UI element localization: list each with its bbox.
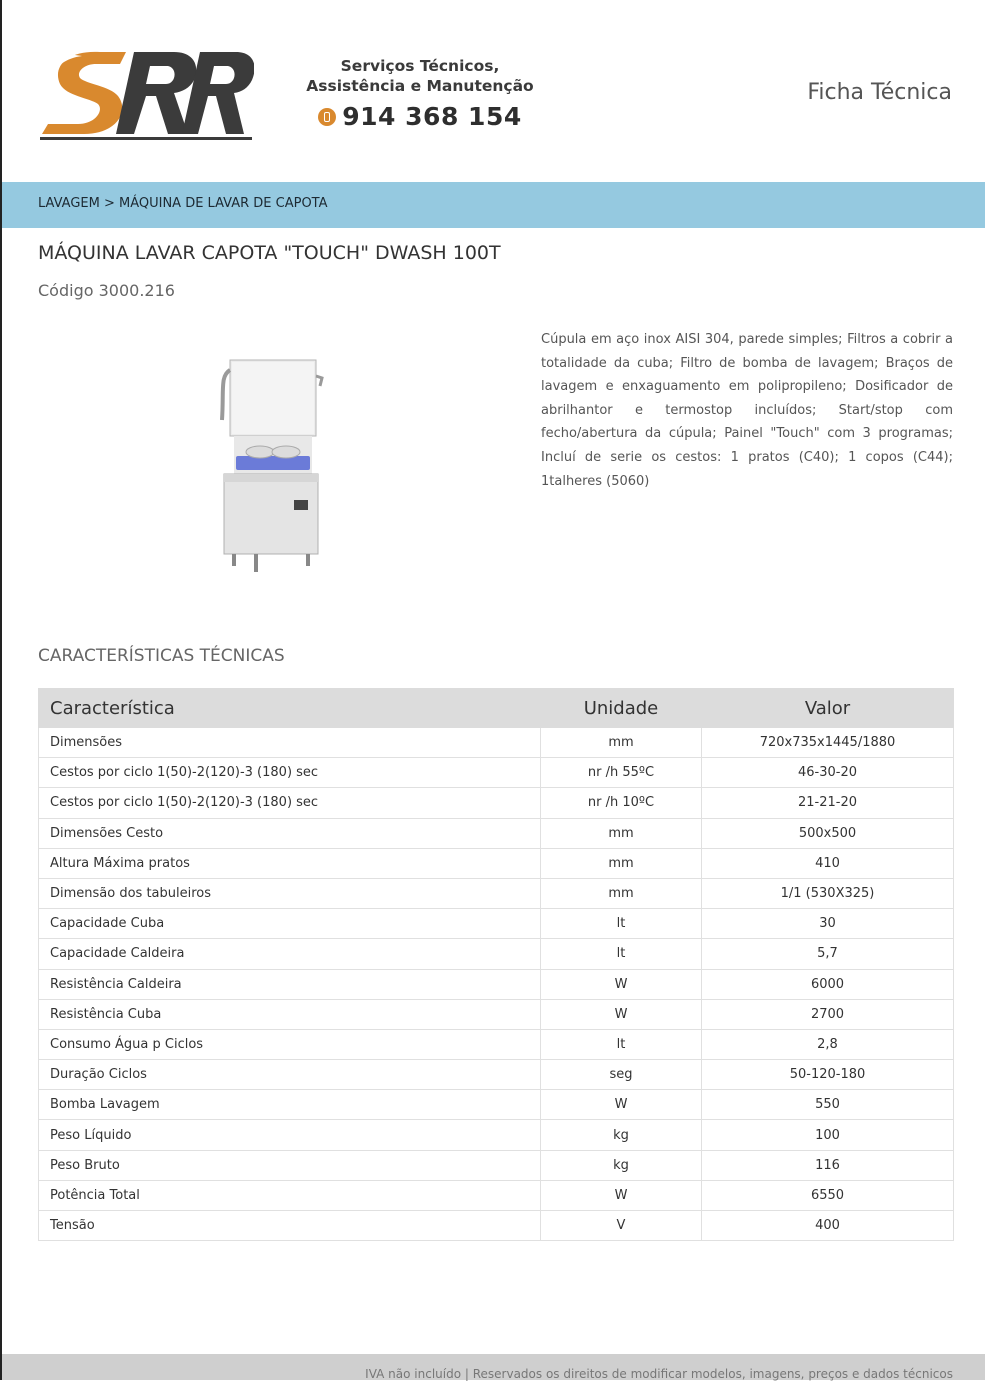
spec-name: Potência Total xyxy=(39,1180,541,1210)
table-row xyxy=(39,939,954,969)
spec-value: 500x500 xyxy=(702,818,954,848)
technical-specs-heading: CARACTERÍSTICAS TÉCNICAS xyxy=(38,646,285,666)
table-row xyxy=(39,1029,954,1059)
phone-block xyxy=(300,102,540,131)
technical-specs-table xyxy=(38,688,954,1241)
spec-unit: mm xyxy=(541,818,702,848)
spec-value: 21-21-20 xyxy=(702,788,954,818)
table-row xyxy=(39,1150,954,1180)
column-header-unit: Unidade xyxy=(541,689,702,728)
breadcrumb[interactable]: LAVAGEM > MÁQUINA DE LAVAR DE CAPOTA xyxy=(38,196,328,211)
table-row xyxy=(39,909,954,939)
spec-value: 50-120-180 xyxy=(702,1060,954,1090)
spec-value: 6000 xyxy=(702,969,954,999)
spec-value: 5,7 xyxy=(702,939,954,969)
spec-unit: nr /h 10ºC xyxy=(541,788,702,818)
table-row xyxy=(39,1060,954,1090)
company-tagline-1: Serviços Técnicos, xyxy=(340,57,500,75)
table-row xyxy=(39,878,954,908)
spec-value: 400 xyxy=(702,1211,954,1241)
table-row xyxy=(39,788,954,818)
table-row xyxy=(39,999,954,1029)
spec-name: Cestos por ciclo 1(50)-2(120)-3 (180) sec xyxy=(39,788,541,818)
spec-unit: nr /h 55ºC xyxy=(541,758,702,788)
spec-unit: W xyxy=(541,969,702,999)
column-header-characteristic: Característica xyxy=(39,689,541,728)
spec-value: 720x735x1445/1880 xyxy=(702,728,954,758)
spec-name: Capacidade Caldeira xyxy=(39,939,541,969)
spec-name: Altura Máxima pratos xyxy=(39,848,541,878)
spec-name: Consumo Água p Ciclos xyxy=(39,1029,541,1059)
footer-disclaimer: IVA não incluído | Reservados os direitos de modificar modelos, imagens, preços e dados técnicos xyxy=(365,1367,953,1381)
spec-unit: mm xyxy=(541,848,702,878)
table-header-row xyxy=(39,689,954,728)
spec-value: 2,8 xyxy=(702,1029,954,1059)
spec-name: Tensão xyxy=(39,1211,541,1241)
spec-unit: W xyxy=(541,1090,702,1120)
product-title: MÁQUINA LAVAR CAPOTA "TOUCH" DWASH 100T xyxy=(38,242,501,264)
spec-value: 30 xyxy=(702,909,954,939)
spec-name: Dimensão dos tabuleiros xyxy=(39,878,541,908)
spec-value: 1/1 (530X325) xyxy=(702,878,954,908)
document-type-title: Ficha Técnica xyxy=(807,80,952,105)
spec-value: 116 xyxy=(702,1150,954,1180)
spec-name: Capacidade Cuba xyxy=(39,909,541,939)
spec-unit: lt xyxy=(541,1029,702,1059)
dishwasher-product-image xyxy=(210,350,330,575)
spec-unit: lt xyxy=(541,909,702,939)
table-row xyxy=(39,848,954,878)
product-description: Cúpula em aço inox AISI 304, parede simples; Filtros a cobrir a totalidade da cuba; Filtro de bomba de lavagem; Braços de lavagem e enxaguamento em polipropileno; Dosificador de abrilhantor e termostop incluídos; Start/stop com fecho/abertura da cúpula; Painel "Touch" com 3 programas; Incluí de serie os cestos: 1 pratos (C40); 1 copos (C44); 1talheres (5060) xyxy=(541,332,953,489)
mobile-phone-icon xyxy=(318,108,336,126)
spec-value: 410 xyxy=(702,848,954,878)
spec-name: Dimensões xyxy=(39,728,541,758)
phone-number[interactable]: 914 368 154 xyxy=(342,102,522,131)
spec-name: Resistência Cuba xyxy=(39,999,541,1029)
product-code: Código 3000.216 xyxy=(38,281,175,300)
table-row xyxy=(39,969,954,999)
table-row xyxy=(39,1180,954,1210)
spec-value: 2700 xyxy=(702,999,954,1029)
spec-value: 46-30-20 xyxy=(702,758,954,788)
column-header-value: Valor xyxy=(702,689,954,728)
spec-value: 6550 xyxy=(702,1180,954,1210)
spec-unit: kg xyxy=(541,1120,702,1150)
spec-name: Resistência Caldeira xyxy=(39,969,541,999)
srr-logo xyxy=(38,44,254,144)
spec-name: Duração Ciclos xyxy=(39,1060,541,1090)
table-row xyxy=(39,1211,954,1241)
spec-value: 100 xyxy=(702,1120,954,1150)
spec-value: 550 xyxy=(702,1090,954,1120)
spec-unit: V xyxy=(541,1211,702,1241)
company-tagline-2: Assistência e Manutenção xyxy=(306,77,534,95)
spec-name: Peso Bruto xyxy=(39,1150,541,1180)
spec-unit: W xyxy=(541,1180,702,1210)
company-info xyxy=(300,56,540,131)
table-row xyxy=(39,758,954,788)
spec-unit: seg xyxy=(541,1060,702,1090)
spec-unit: kg xyxy=(541,1150,702,1180)
spec-unit: mm xyxy=(541,728,702,758)
table-row xyxy=(39,1120,954,1150)
table-row xyxy=(39,1090,954,1120)
spec-name: Bomba Lavagem xyxy=(39,1090,541,1120)
footer-bar xyxy=(2,1354,985,1380)
spec-unit: mm xyxy=(541,878,702,908)
spec-unit: W xyxy=(541,999,702,1029)
spec-unit: lt xyxy=(541,939,702,969)
table-row xyxy=(39,818,954,848)
spec-name: Cestos por ciclo 1(50)-2(120)-3 (180) sec xyxy=(39,758,541,788)
table-row xyxy=(39,728,954,758)
spec-name: Peso Líquido xyxy=(39,1120,541,1150)
spec-name: Dimensões Cesto xyxy=(39,818,541,848)
breadcrumb-bar xyxy=(2,182,985,228)
